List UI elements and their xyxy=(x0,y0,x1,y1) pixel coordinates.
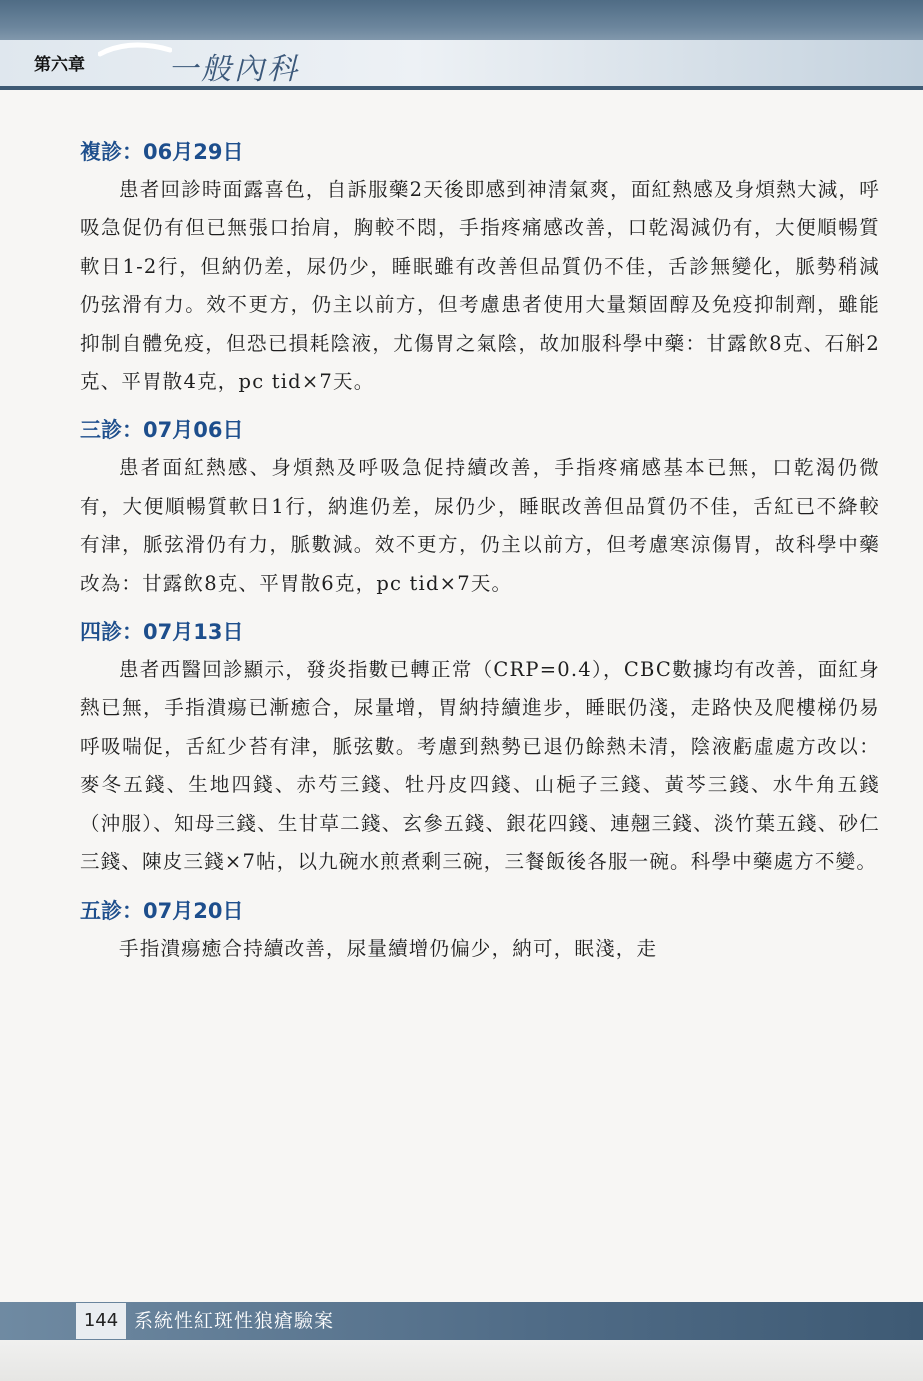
page-bottom-margin xyxy=(0,1340,923,1381)
book-title: 系統性紅斑性狼瘡驗案 xyxy=(134,1310,335,1332)
visit-paragraph: 患者西醫回診顯示，發炎指數已轉正常（CRP=0.4），CBC數據均有改善，面紅身熱已無，手指潰瘍已漸癒合，尿量增，胃納持續進步，睡眠仍淺，走路快及爬樓梯仍易呼吸喘促，舌紅少苔有津，脈弦數。考慮到熱勢已退仍餘熱未清，陰液虧虛處方改以：麥冬五錢、生地四錢、赤芍三錢、牡丹皮四錢、山梔子三錢、黃芩三錢、水牛角五錢（沖服）、知母三錢、生甘草二錢、玄參五錢、銀花四錢、連翹三錢、淡竹葉五錢、砂仁三錢、陳皮三錢×7帖，以九碗水煎煮剩三碗，三餐飯後各服一碗。科學中藥處方不變。 xyxy=(80,658,880,874)
visit-heading: 三診：07月06日 xyxy=(80,418,244,443)
visit-heading: 複診：06月29日 xyxy=(80,140,244,164)
case-content xyxy=(80,133,880,978)
visit-paragraph: 手指潰瘍癒合持續改善，尿量續增仍偏少，納可，眠淺，走 xyxy=(119,936,658,960)
visit-heading: 五診：07月20日 xyxy=(80,898,244,923)
visit-heading: 四診：07月13日 xyxy=(80,620,244,645)
chapter-title: 一般內科 xyxy=(168,52,300,87)
page-number: 144 xyxy=(76,1303,126,1339)
visit-paragraph: 患者回診時面露喜色，自訴服藥2天後即感到神清氣爽，面紅熱感及身煩熱大減，呼吸急促仍有但已無張口抬肩，胸較不悶，手指疼痛感改善，口乾渴減仍有，大便順暢質軟日1-2行，但納仍差，尿仍少，睡眠雖有改善但品質仍不佳，舌診無變化，脈勢稍減仍弦滑有力。效不更方，仍主以前方，但考慮患者使用大量類固醇及免疫抑制劑，雖能抑制自體免疫，但恐已損耗陰液，尤傷胃之氣陰，故加服科學中藥：甘露飲8克、石斛2克、平胃散4克，pc tid×7天。 xyxy=(80,178,880,394)
visit-paragraph: 患者面紅熱感、身煩熱及呼吸急促持續改善，手指疼痛感基本已無，口乾渴仍微有，大便順暢質軟日1行，納進仍差，尿仍少，睡眠改善但品質仍不佳，舌紅已不絳較有津，脈弦滑仍有力，脈數減。效不更方，仍主以前方，但考慮寒涼傷胃，故科學中藥改為：甘露飲8克、平胃散6克，pc tid×7天。 xyxy=(80,456,880,595)
swoosh-decoration-icon xyxy=(98,40,172,62)
chapter-label: 第六章 xyxy=(34,55,85,75)
